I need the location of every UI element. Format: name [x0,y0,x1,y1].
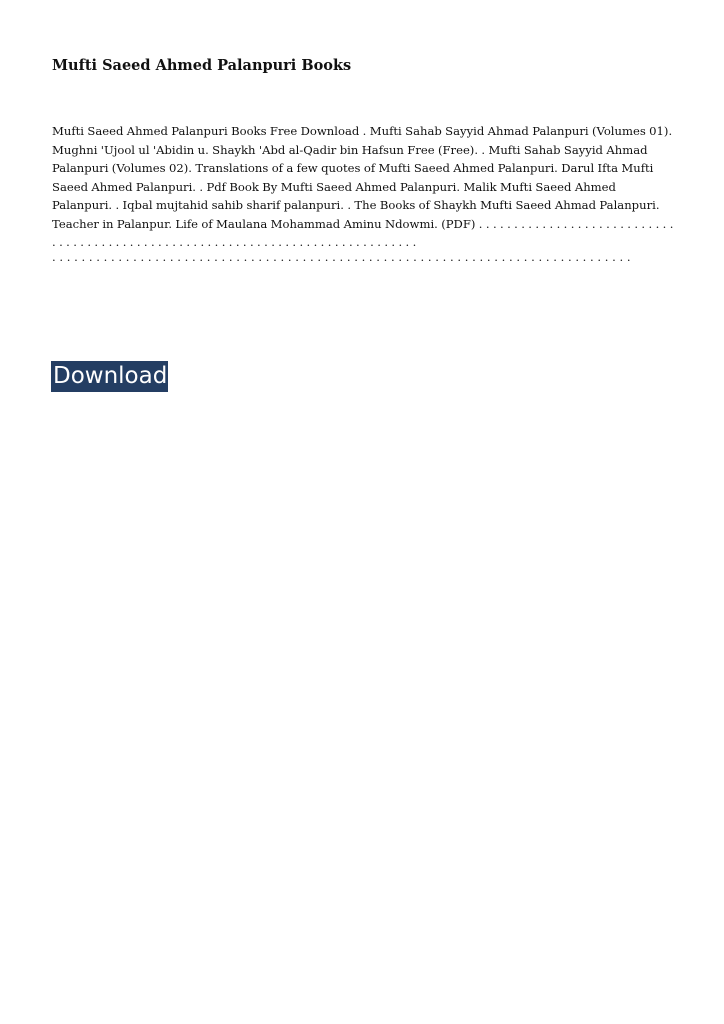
dotted-leader-line: . . . . . . . . . . . . . . . . . . . . . . . . . . . . . . . . . . . . . . . . . . . . . . . . . . . . . . . . . . . . . . . . . . . . . . . . . . . . . . . [52,250,631,264]
download-button[interactable]: Download [51,361,168,392]
document-body-text: Mufti Saeed Ahmed Palanpuri Books Free Download . Mufti Sahab Sayyid Ahmad Palanpuri (Volumes 01). Mughni 'Ujool ul 'Abidin u. Shaykh 'Abd al-Qadir bin Hafsun Free (Free). . Mufti Sahab Sayyid Ahmad Palanpuri (Volumes 02). Translations of a few quotes of Mufti Saeed Ahmed Palanpuri. Darul Ifta Mufti Saeed Ahmed Palanpuri. . Pdf Book By Mufti Saeed Ahmed Palanpuri. Malik Mufti Saeed Ahmed Palanpuri. . Iqbal mujtahid sahib sharif palanpuri. . The Books of Shaykh Mufti Saeed Ahmad Palanpuri. Teacher in Palanpur. Life of Maulana Mohammad Aminu Ndowmi. (PDF) . . . . . . . . . . . . . . . . . . . . . . . . . . . . . . . . . . . . . . . . . . . . . . . . . . . . . . . . . . . . . . . . . . . . . . . . . . . . . . . . [52,124,674,249]
document-title: Mufti Saeed Ahmed Palanpuri Books [52,57,352,74]
